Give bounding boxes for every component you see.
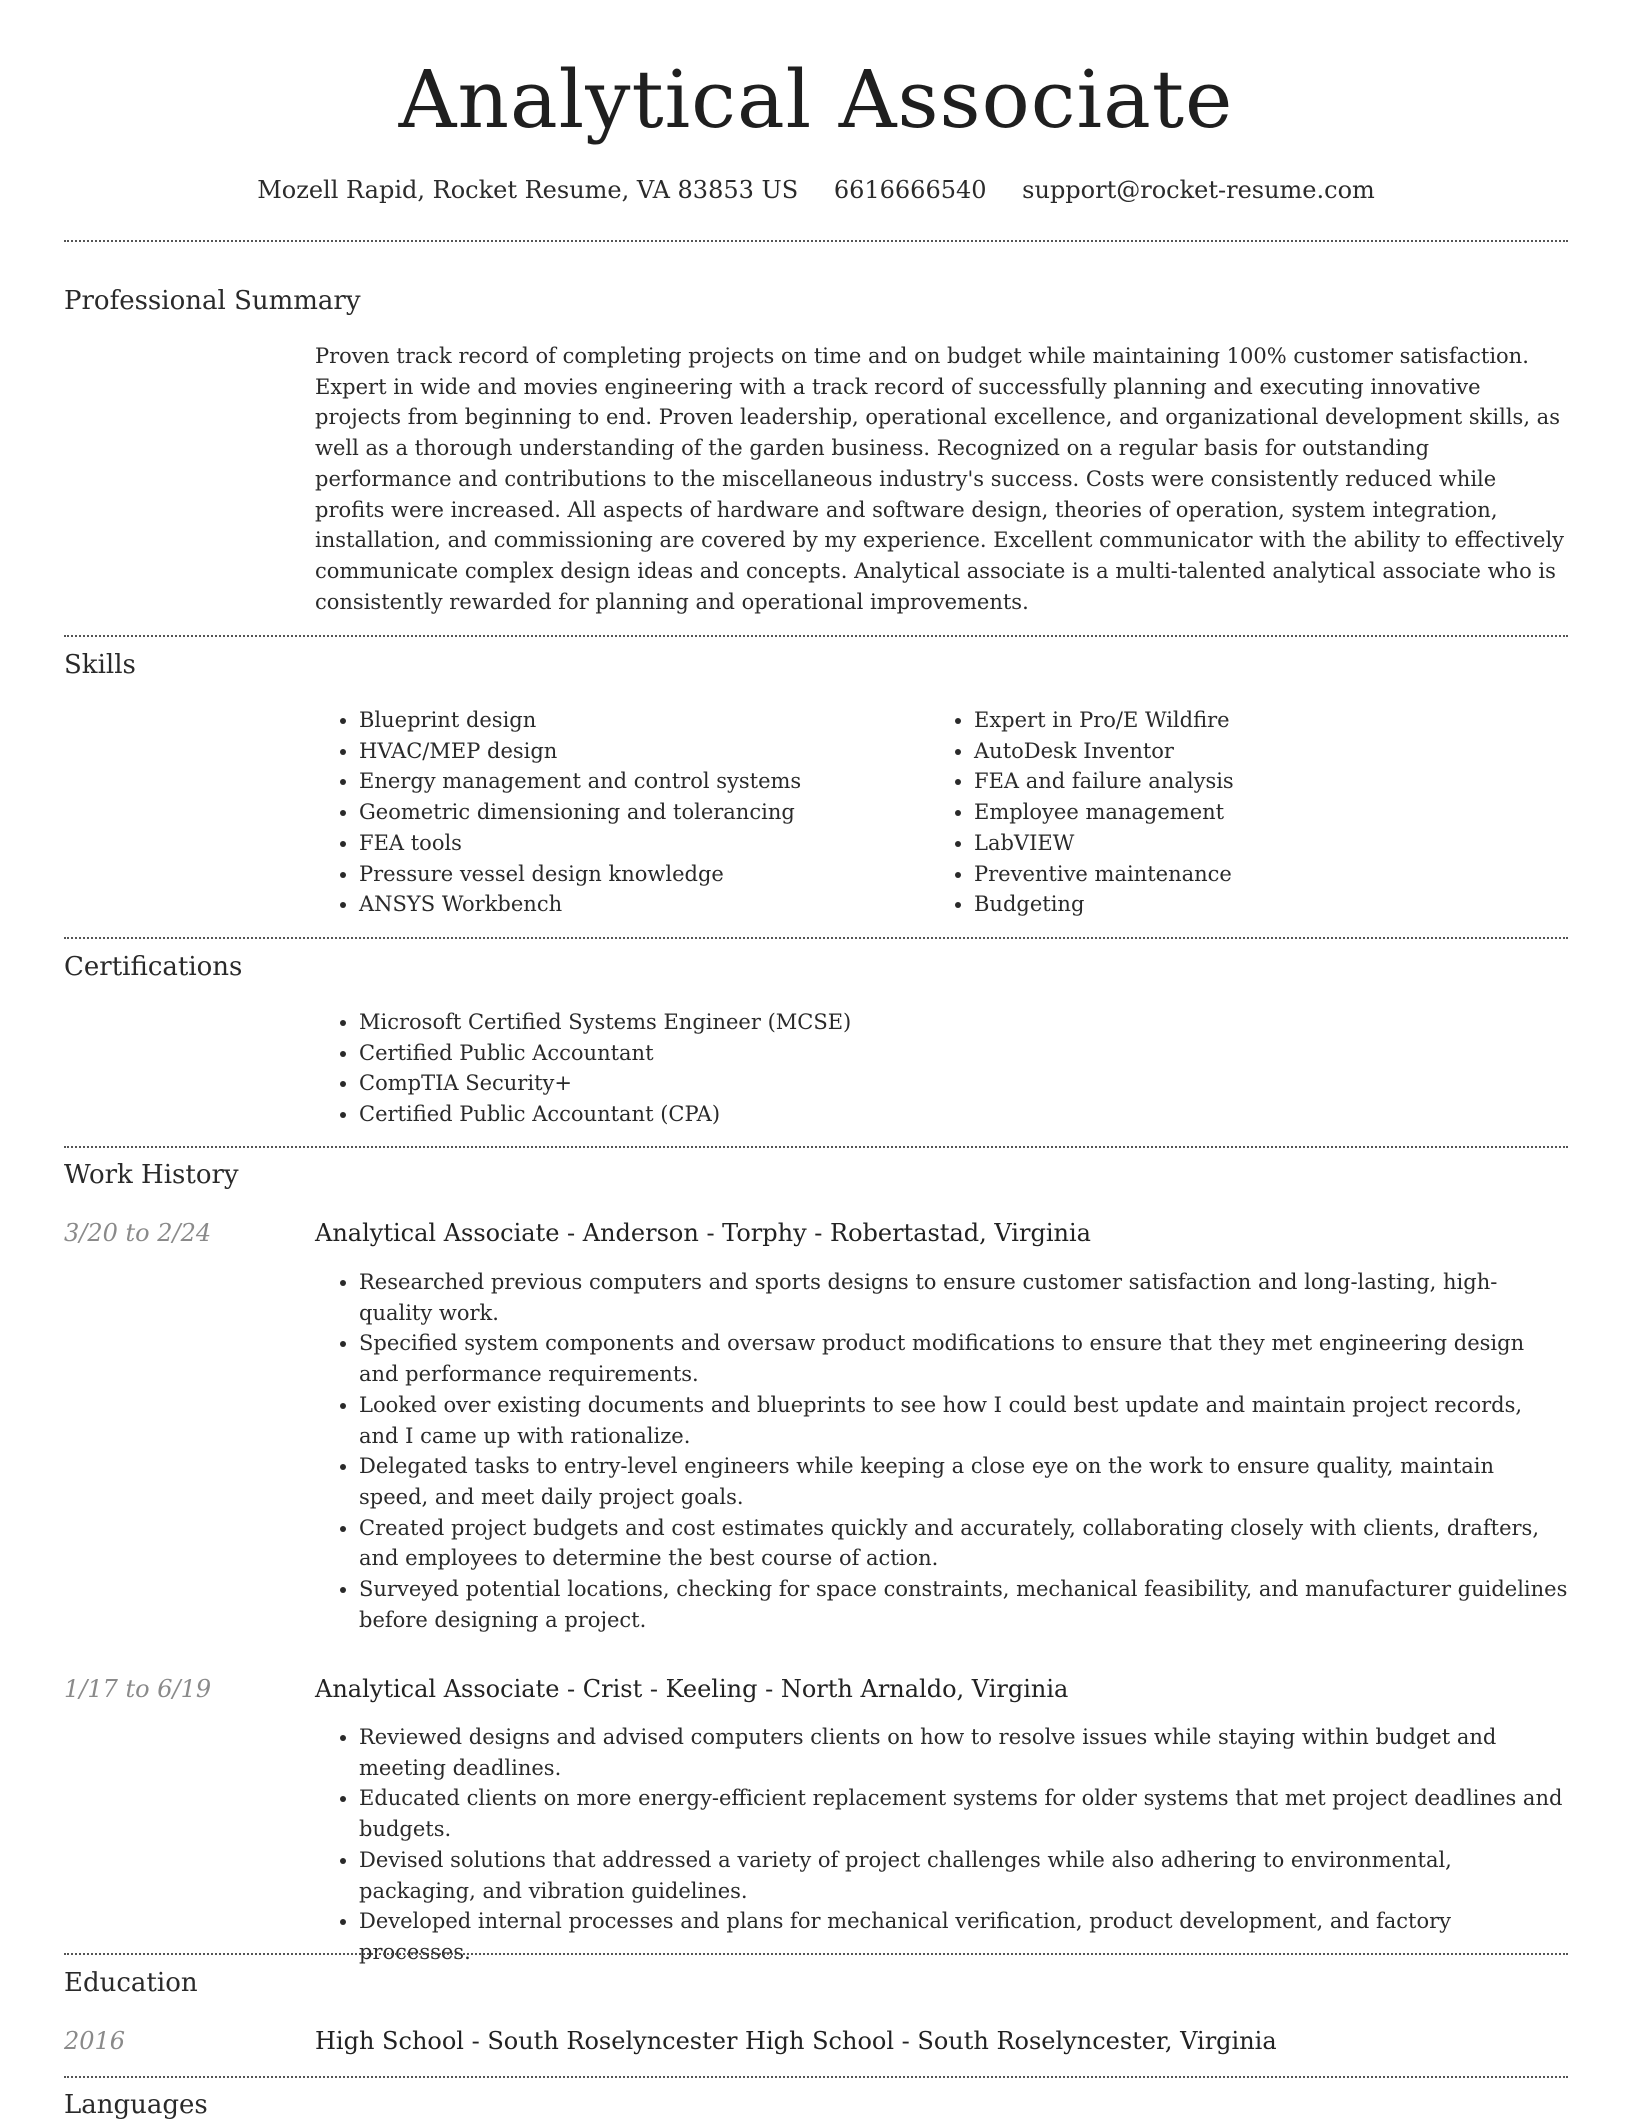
- skill-item: • AutoDesk Inventor: [974, 736, 1530, 767]
- certifications-list: [315, 1007, 1568, 1130]
- job-bullets: [315, 1267, 1568, 1635]
- skill-item: • Pressure vessel design knowledge: [359, 859, 915, 890]
- skill-item: • Geometric dimensioning and tolerancing: [359, 797, 915, 828]
- resume-page: [64, 0, 1568, 2120]
- certifications-heading: Certifications: [64, 952, 243, 982]
- contact-line: [64, 170, 1568, 210]
- work-history-heading: Work History: [64, 1160, 239, 1190]
- contact-address: Mozell Rapid, Rocket Resume, VA 83853 US: [257, 176, 799, 204]
- certification-item: • Certified Public Accountant: [359, 1038, 1568, 1069]
- education-heading: Education: [64, 1968, 198, 1998]
- job-bullets: [315, 1722, 1568, 1968]
- job-title: Analytical Associate - Crist - Keeling - North Arnaldo, Virginia: [315, 1675, 1069, 1703]
- skills-column-left: [315, 705, 915, 920]
- skills-column-right: [930, 705, 1530, 920]
- job-bullet: • Looked over existing documents and blueprints to see how I could best update and maintain project records, and I came up with rationalize.: [359, 1390, 1568, 1451]
- job-bullet: • Created project budgets and cost estimates quickly and accurately, collaborating closely with clients, drafters, and employees to determine the best course of action.: [359, 1513, 1568, 1574]
- certification-item: • Microsoft Certified Systems Engineer (MCSE): [359, 1007, 1568, 1038]
- section-divider: [64, 635, 1568, 637]
- skill-item: • Budgeting: [974, 889, 1530, 920]
- section-divider: [64, 240, 1568, 242]
- job-bullet: • Reviewed designs and advised computers clients on how to resolve issues while staying within budget and meeting deadlines.: [359, 1722, 1568, 1783]
- skill-item: • Blueprint design: [359, 705, 915, 736]
- education-date: 2016: [64, 2027, 126, 2055]
- section-divider: [64, 1146, 1568, 1148]
- skill-item: • Energy management and control systems: [359, 766, 915, 797]
- contact-email: support@rocket-resume.com: [1022, 176, 1375, 204]
- skill-item: • FEA and failure analysis: [974, 766, 1530, 797]
- candidate-name: Analytical Associate: [398, 53, 1234, 146]
- job-bullet: • Developed internal processes and plans for mechanical verification, product development, and factory processes.: [359, 1906, 1568, 1967]
- job-bullet: • Specified system components and oversaw product modifications to ensure that they met engineering design and performance requirements.: [359, 1328, 1568, 1389]
- section-divider: [64, 1953, 1568, 1955]
- contact-phone: 6616666540: [833, 176, 987, 204]
- job-date: 1/17 to 6/19: [64, 1675, 212, 1703]
- skill-item: • Preventive maintenance: [974, 859, 1530, 890]
- section-divider: [64, 2076, 1568, 2078]
- job-title: Analytical Associate - Anderson - Torphy - Robertastad, Virginia: [315, 1219, 1091, 1247]
- job-bullet: • Researched previous computers and sports designs to ensure customer satisfaction and long-lasting, high-quality work.: [359, 1267, 1568, 1328]
- job-bullet: • Surveyed potential locations, checking for space constraints, mechanical feasibility, and manufacturer guidelines before designing a project.: [359, 1574, 1568, 1635]
- skills-heading: Skills: [64, 650, 136, 680]
- skill-item: • LabVIEW: [974, 828, 1530, 859]
- summary-heading: Professional Summary: [64, 286, 361, 316]
- skill-item: • Employee management: [974, 797, 1530, 828]
- section-divider: [64, 937, 1568, 939]
- skill-item: • Expert in Pro/E Wildfire: [974, 705, 1530, 736]
- languages-heading: Languages: [64, 2090, 208, 2120]
- job-bullet: • Devised solutions that addressed a variety of project challenges while also adhering to environmental, packaging, and vibration guidelines.: [359, 1845, 1568, 1906]
- skill-item: • ANSYS Workbench: [359, 889, 915, 920]
- skill-item: • FEA tools: [359, 828, 915, 859]
- education-entry: High School - South Roselyncester High School - South Roselyncester, Virginia: [315, 2027, 1277, 2055]
- certification-item: • CompTIA Security+: [359, 1068, 1568, 1099]
- job-bullet: • Delegated tasks to entry-level engineers while keeping a close eye on the work to ensure quality, maintain speed, and meet daily project goals.: [359, 1451, 1568, 1512]
- skill-item: • HVAC/MEP design: [359, 736, 915, 767]
- job-date: 3/20 to 2/24: [64, 1219, 212, 1247]
- summary-text: Proven track record of completing projects on time and on budget while maintaining 100% customer satisfaction. Expert in wide and movies engineering with a track record of successfully planning and executing innovative projects from beginning to end. Proven leadership, operational excellence, and organizational development skills, as well as a thorough understanding of the garden business. Recognized on a regular basis for outstanding performance and contributions to the miscellaneous industry's success. Costs were consistently reduced while profits were increased. All aspects of hardware and software design, theories of operation, system integration, installation, and commissioning are covered by my experience. Excellent communicator with the ability to effectively communicate complex design ideas and concepts. Analytical associate is a multi-talented analytical associate who is consistently rewarded for planning and operational improvements.: [315, 344, 1565, 614]
- certification-item: • Certified Public Accountant (CPA): [359, 1099, 1568, 1130]
- job-bullet: • Educated clients on more energy-efficient replacement systems for older systems that met project deadlines and budgets.: [359, 1783, 1568, 1844]
